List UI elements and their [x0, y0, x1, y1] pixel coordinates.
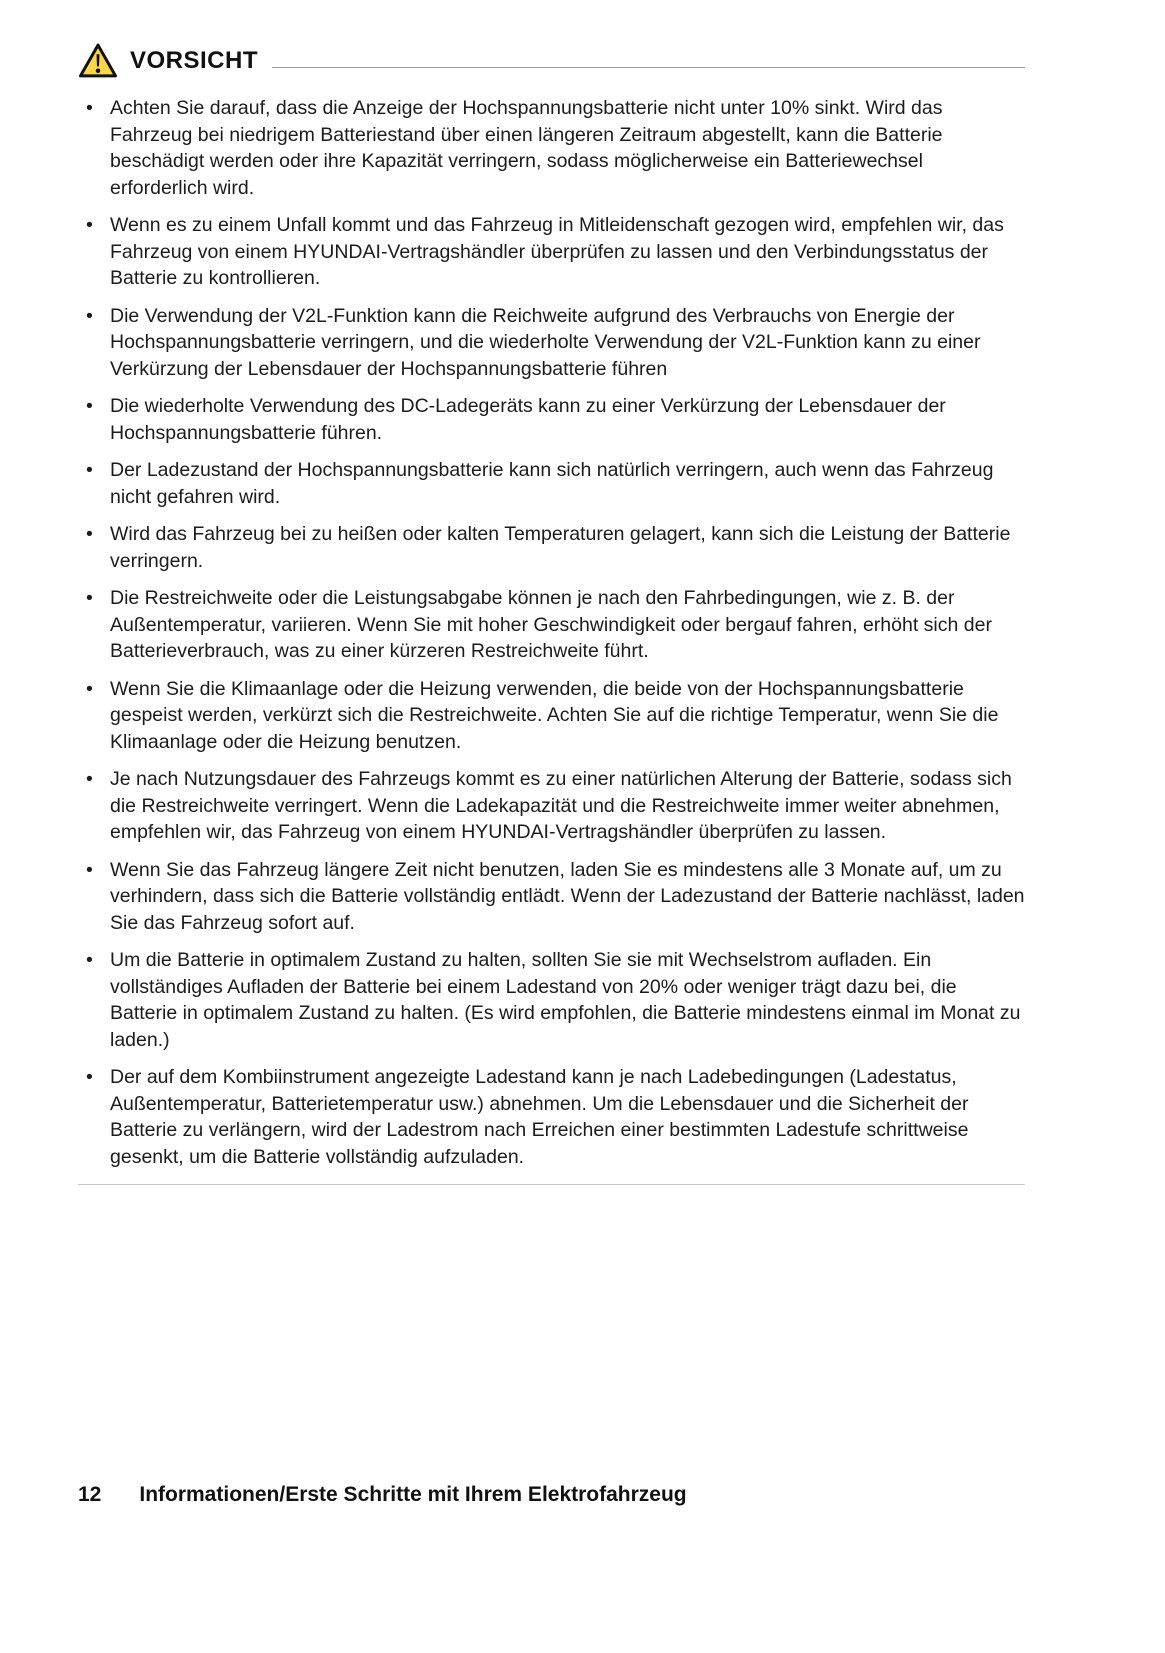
bullet-text: Die Verwendung der V2L-Funktion kann die Reichweite aufgrund des Verbrauchs von Energie der Hochspannungsbatterie verringern, und die wiederholte Verwendung der V2L-Funktion kann zu einer Verkürzung der Lebensdauer der Hochspannungsbatterie führen — [110, 304, 981, 380]
list-item — [78, 857, 1025, 937]
chapter-title: Informationen/Erste Schritte mit Ihrem Elektrofahrzeug — [139, 1483, 687, 1506]
bullet-marker: • — [86, 1066, 93, 1088]
caution-header — [78, 42, 1025, 79]
bullet-text: Um die Batterie in optimalem Zustand zu halten, sollten Sie sie mit Wechselstrom aufladen. Ein vollständiges Aufladen der Batterie bei einem Ladestand von 20% oder weniger trägt dazu bei, die Batterie in optimalem Zustand zu halten. (Es wird empfohlen, die Batterie mindestens einmal im Monat zu laden.) — [110, 949, 1021, 1051]
bullet-marker: • — [86, 523, 93, 545]
bullet-marker: • — [86, 587, 93, 609]
bullet-marker: • — [86, 677, 93, 700]
list-item — [78, 212, 1025, 292]
list-item — [78, 676, 1025, 756]
section-title: VORSICHT — [130, 46, 259, 74]
bullet-text: Der auf dem Kombiinstrument angezeigte Ladestand kann je nach Ladebedingungen (Ladestatus, Außentemperatur, Batterietemperatur usw.) abnehmen. Um die Lebensdauer und die Sicherheit der Batterie zu verlängern, wird der Ladestrom nach Erreichen einer bestimmten Ladestufe schrittweise gesenkt, um die Batterie vollständig aufzuladen. — [110, 1066, 969, 1168]
bottom-rule — [78, 1184, 1025, 1185]
warning-triangle-icon — [78, 42, 118, 79]
list-item — [78, 1064, 1025, 1170]
list-item — [78, 457, 1025, 510]
bullet-text: Die wiederholte Verwendung des DC-Ladegeräts kann zu einer Verkürzung der Lebensdauer der Hochspannungsbatterie führen. — [110, 395, 946, 444]
bullet-text: Wenn es zu einem Unfall kommt und das Fahrzeug in Mitleidenschaft gezogen wird, empfehlen wir, das Fahrzeug von einem HYUNDAI-Vertragshändler überprüfen zu lassen und den Verbindungsstatus der Batterie zu kontrollieren. — [110, 214, 1004, 289]
bullet-marker: • — [86, 304, 93, 327]
list-item — [78, 95, 1025, 201]
bullet-text: Die Restreichweite oder die Leistungsabgabe können je nach den Fahrbedingungen, wie z. B. der Außentemperatur, variieren. Wenn Sie mit hoher Geschwindigkeit oder bergauf fahren, erhöht sich der Batterieverbrauch, was zu einer kürzeren Restreichweite führt. — [110, 587, 992, 662]
bullet-text: Wenn Sie die Klimaanlage oder die Heizung verwenden, die beide von der Hochspannungsbatterie gespeist werden, verkürzt sich die Restreichweite. Achten Sie auf die richtige Temperatur, wenn Sie die Klimaanlage oder die Heizung benutzen. — [110, 677, 999, 753]
list-item — [78, 521, 1025, 574]
bullet-text: Der Ladezustand der Hochspannungsbatterie kann sich natürlich verringern, auch wenn das Fahrzeug nicht gefahren wird. — [110, 459, 994, 508]
bullet-text: Achten Sie darauf, dass die Anzeige der Hochspannungsbatterie nicht unter 10% sinkt. Wird das Fahrzeug bei niedrigem Batteriestand über einen längeren Zeitraum abgestellt, kann die Batterie beschädigt werden oder ihre Kapazität verringern, sodass möglicherweise ein Batteriewechsel erforderlich wird. — [110, 97, 943, 199]
footer — [78, 1483, 687, 1507]
caution-list — [78, 95, 1025, 1170]
list-item — [78, 766, 1025, 846]
page-number: 12 — [78, 1483, 102, 1506]
bullet-text: Wird das Fahrzeug bei zu heißen oder kalten Temperaturen gelagert, kann sich die Leistung der Batterie verringern. — [110, 523, 1011, 572]
bullet-marker: • — [86, 768, 93, 790]
bullet-marker: • — [86, 214, 93, 236]
list-item — [78, 393, 1025, 446]
bullet-marker: • — [86, 858, 93, 881]
bullet-marker: • — [86, 395, 93, 417]
bullet-text: Je nach Nutzungsdauer des Fahrzeugs kommt es zu einer natürlichen Alterung der Batterie, sodass sich die Restreichweite verringert. Wenn die Ladekapazität und die Restreichweite immer weiter abnehmen, empfehlen wir, das Fahrzeug von einem HYUNDAI-Vertragshändler überprüfen zu lassen. — [110, 768, 1012, 843]
bullet-marker: • — [86, 949, 93, 971]
bullet-marker: • — [86, 97, 93, 119]
list-item — [78, 585, 1025, 665]
list-item — [78, 947, 1025, 1053]
list-item — [78, 303, 1025, 383]
bullet-text: Wenn Sie das Fahrzeug längere Zeit nicht benutzen, laden Sie es mindestens alle 3 Monate auf, um zu verhindern, dass sich die Batterie vollständig entlädt. Wenn der Ladezustand der Batterie nachlässt, laden Sie das Fahrzeug sofort auf. — [110, 858, 1025, 934]
header-rule — [272, 67, 1025, 68]
bullet-marker: • — [86, 459, 93, 481]
